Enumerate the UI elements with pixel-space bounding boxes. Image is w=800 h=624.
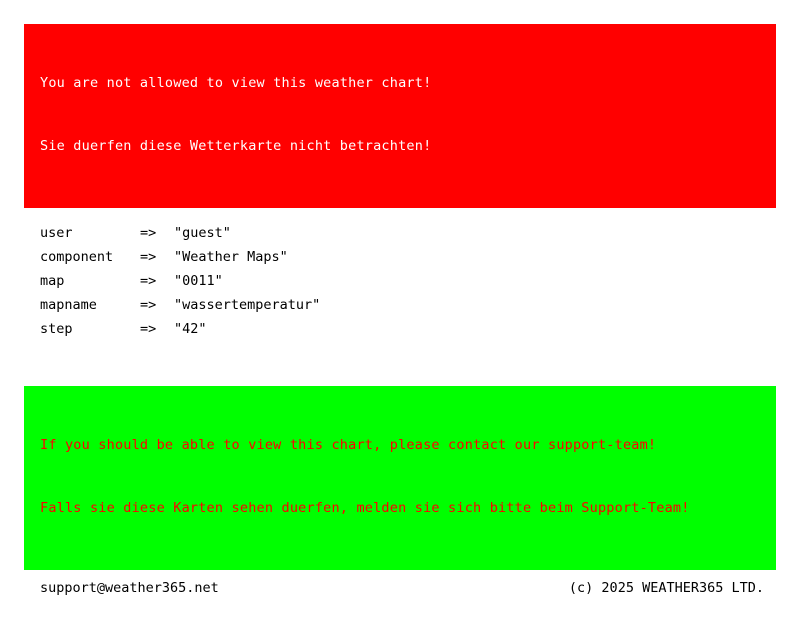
table-row — [40, 250, 320, 274]
param-arrow: => — [140, 321, 157, 337]
table-row — [40, 226, 320, 250]
footer — [24, 580, 776, 600]
error-banner-line-de: Sie duerfen diese Wetterkarte nicht betrachten! — [40, 138, 432, 154]
param-key: user — [40, 225, 73, 241]
param-key: mapname — [40, 297, 97, 313]
support-email-link[interactable]: support@weather365.net — [40, 580, 219, 596]
parameter-table — [40, 226, 320, 346]
table-row — [40, 322, 320, 346]
copyright-text: (c) 2025 WEATHER365 LTD. — [568, 580, 764, 596]
param-key: step — [40, 321, 73, 337]
param-value: "0011" — [174, 273, 223, 289]
param-value: "Weather Maps" — [174, 249, 288, 265]
param-value: "wassertemperatur" — [174, 297, 321, 313]
param-arrow: => — [140, 273, 157, 289]
param-key: component — [40, 249, 114, 265]
param-arrow: => — [140, 225, 157, 241]
param-arrow: => — [140, 297, 157, 313]
error-banner — [24, 24, 776, 208]
spacer — [0, 346, 800, 362]
table-row — [40, 274, 320, 298]
page-root — [0, 24, 800, 600]
error-banner-line-en: You are not allowed to view this weather chart! — [40, 75, 432, 91]
param-key: map — [40, 273, 65, 289]
parameter-list — [40, 226, 800, 346]
info-banner — [24, 386, 776, 570]
info-banner-line-de: Falls sie diese Karten sehen duerfen, melden sie sich bitte beim Support-Team! — [40, 500, 690, 516]
param-arrow: => — [140, 249, 157, 265]
table-row — [40, 298, 320, 322]
param-value: "guest" — [174, 225, 231, 241]
info-banner-line-en: If you should be able to view this chart, please contact our support-team! — [40, 437, 657, 453]
param-value: "42" — [174, 321, 207, 337]
